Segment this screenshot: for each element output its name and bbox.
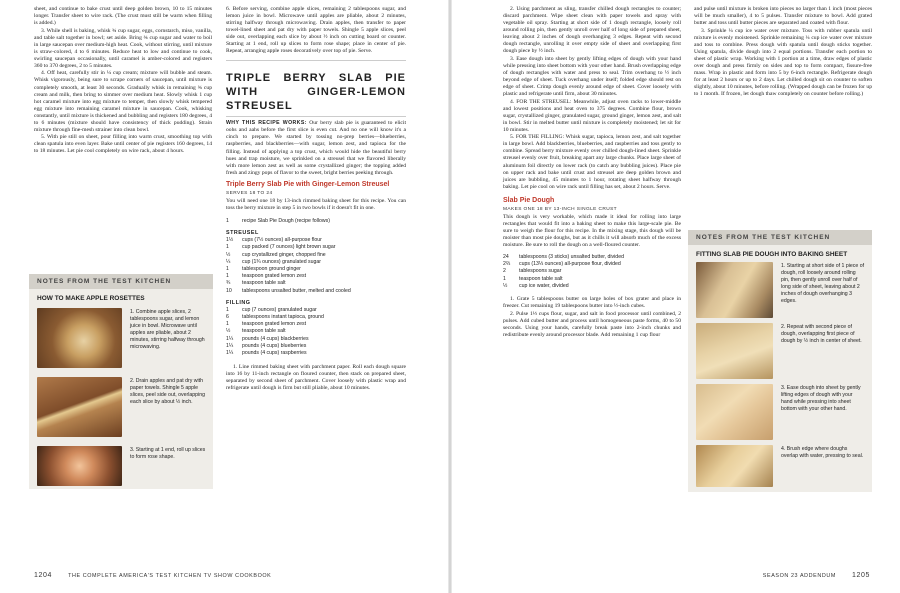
note-step-text: 4. Brush edge where doughs overlap with water, pressing to seal.	[781, 446, 864, 459]
body-paragraph: 3. Ease dough into sheet by gently lifting edges of dough with your hand while pressing into sheet bottom with your other hand. Brush overlapping edge of dough rectangles with water and press to seal. Trim overhang to ½ inch beyond edge of sheet. Tuck overhang under itself; folded edge should rest on edge of sheet. Crimp dough evenly around edge of sheet. Cover loosely with plastic and refrigerate until firm, about 30 minutes.	[503, 55, 681, 98]
recipe-intro: You will need one 18 by 13-inch rimmed baking sheet for this recipe. You can toss the berry mixture in step 5 in two bowls if it doesn't fit in one.	[226, 197, 406, 211]
ingredient-quantity: 6	[226, 314, 229, 321]
recipe-subtitle: Triple Berry Slab Pie with Ginger-Lemon Streusel	[226, 180, 390, 188]
ingredient-line	[503, 254, 681, 261]
page-number: 1205	[852, 572, 870, 579]
ingredient-text: teaspoon table salt	[242, 280, 286, 287]
ingredient-quantity: 2	[503, 268, 506, 275]
ingredient-text: teaspoon grated lemon zest	[242, 273, 307, 280]
ingredient-text: pounds (4 cups) raspberries	[242, 350, 307, 357]
ingredient-quantity: 1	[503, 275, 506, 282]
section-title: SEASON 23 ADDENDUM	[762, 573, 836, 579]
ingredient-line	[226, 244, 406, 251]
test-kitchen-note-slab-pie-dough	[688, 230, 872, 492]
note-step-text: 3. Starting at 1 end, roll up slices to form rose shape.	[130, 447, 206, 460]
ingredient-line	[226, 343, 406, 350]
note-title: FITTING SLAB PIE DOUGH INTO BAKING SHEET	[696, 251, 848, 258]
left-page-column-1	[34, 6, 212, 156]
body-paragraph: sheet, and continue to bake crust until deep golden brown, 10 to 15 minutes longer. Transfer sheet to wire rack. (The crust must still be warm when filling is added.)	[34, 6, 212, 27]
brushing-edge-photo	[696, 445, 773, 487]
note-header: NOTES FROM THE TEST KITCHEN	[688, 230, 872, 245]
body-paragraph: 4. Off heat, carefully stir in ¼ cup cream; mixture will bubble and steam. Whisk vigorously, being sure to scrape corners of saucepan, until mixture is completely smooth, at least 30 seconds. Gradually whisk in remaining ¾ cup cream and milk, then bring to simmer over medium heat. Slowly whisk 1 cup hot caramel mixture into egg mixture to temper, then slowly whisk tempered egg mixture into remaining caramel mixture in saucepan. Cook, whisking constantly, until mixture is thickened and bubbling and registers 180 degrees, 4 to 6 minutes (mixture should have consistency of thick pudding). Strain mixture through fine-mesh strainer into clean bowl.	[34, 70, 212, 133]
ingredient-line	[503, 268, 681, 275]
ingredient-text: tablespoon ground ginger	[242, 265, 301, 272]
body-paragraph: 3. Sprinkle ¼ cup ice water over mixture. Toss with rubber spatula until mixture is evenly moistened. Sprinkle remaining ¼ cup ice water over mixture and toss to combine. Press dough with spatula until dough sticks together. Using spatula, divide dough into 2 equal portions. Transfer each portion to sheet of plastic wrap. Working with 1 portion at a time, draw edges of plastic over dough and press firmly on sides and top to form compact, fissure-free mass. Wrap in plastic and form into 5 by 6-inch rectangle. Refrigerate dough for at least 2 hours or up to 2 days. Let chilled dough sit on counter to soften slightly, about 10 minutes, before rolling. (Wrapped dough can be frozen for up to 1 month. If frozen, let dough thaw completely on counter before rolling.)	[694, 27, 872, 98]
body-paragraph: 5. With pie still on sheet, pour filling into warm crust, smoothing top with clean spatula into even layer. Bake until center of pie registers 160 degrees, 14 to 18 minutes. Let pie cool completely on wire rack, about 4 hours.	[34, 134, 212, 155]
ingredient-line	[226, 266, 406, 273]
page-number: 1204	[34, 572, 52, 579]
note-header: NOTES FROM THE TEST KITCHEN	[29, 274, 213, 289]
why-text: Our berry slab pie is guaranteed to elicit oohs and aahs before the first slice is even cut. And no one will know it's a cinch to prepare. We started by tossing no-prep berries—blueberries, raspberries, and blackberries—with sugar, lemon zest, and tapioca for the filling. Instead of applying a top crust, which would hide the beautiful berry hues and trap moisture, we sprinkled on a streusel that we flavored liberally with more lemon zest as well as some crystallized ginger; the topping added fresh and zingy pops of flavor to the sweet, bright berries peeking through.	[226, 120, 407, 176]
ingredient-line	[226, 237, 406, 244]
ingredient-line	[226, 273, 406, 280]
easing-dough-photo	[696, 384, 773, 440]
body-paragraph: 5. FOR THE FILLING: Whisk sugar, tapioca, lemon zest, and salt together in large bowl. Add blackberries, blueberries, and raspberries and toss gently to combine. Spread berry mixture evenly over chilled dough-lined sheet. Sprinkle streusel evenly over fruit, breaking apart any large chunks. Place large sheet of aluminum foil directly on lower rack (to catch any bubbling juices). Place pie on upper rack and bake until crust and streusel are deep golden brown and juices are bubbling, 45 minutes to 1 hour, rotating sheet halfway through baking. Let pie cool on wire rack until filling has set, about 2 hours. Serve.	[503, 134, 681, 190]
recipe-step: 2. Pulse 1⅓ cups flour, sugar, and salt in food processor until combined, 2 pulses. Add cubed butter and process until homogeneous paste forms, 40 to 50 seconds. Using your hands, carefully break paste into 2-inch chunks and redistribute evenly around processor blade. Add remaining 1 cup flour	[503, 310, 681, 338]
ingredient-line	[226, 321, 406, 328]
ingredient-quantity: 1¼	[226, 350, 234, 357]
recipe-step: 1. Grate 5 tablespoons butter on large holes of box grater and place in freezer. Cut remaining 19 tablespoons butter into ½-inch cubes.	[503, 296, 681, 310]
ingredient-line	[226, 288, 406, 295]
note-step-text: 1. Starting at short side of 1 piece of dough, roll loosely around rolling pin, then gently unroll over half of long side of sheet, leaving about 2 inches of dough overhanging 3 edges.	[781, 263, 865, 304]
ingredient-quantity: 1	[226, 321, 229, 328]
ingredient-quantity: 1	[226, 265, 229, 272]
note-step-text: 2. Repeat with second piece of dough, overlapping first piece of dough by ½ inch in center of sheet.	[781, 324, 862, 344]
apple-slices-bowl-photo	[37, 308, 122, 368]
ingredient-text: cup crystallized ginger, chopped fine	[242, 251, 326, 258]
ingredient-quantity: 1	[226, 306, 229, 313]
recipe-yield: SERVES 18 TO 24	[226, 190, 273, 196]
ingredient-section-label: STREUSEL	[226, 230, 259, 237]
ingredient-text: cup (7 ounces) granulated sugar	[242, 306, 317, 313]
ingredient-line	[226, 252, 406, 259]
ingredient-line	[226, 336, 406, 343]
ingredient-text: cup packed (7 ounces) light brown sugar	[242, 244, 336, 251]
ingredient-text: tablespoons instant tapioca, ground	[242, 314, 324, 321]
body-paragraph: 3. While shell is baking, whisk ¾ cup sugar, eggs, cornstarch, miso, vanilla, and table salt together in bowl; set aside. Bring ¾ cup sugar and water to boil in large saucepan over medium-high heat. Cook, without stirring, until mixture is straw-colored, 4 to 6 minutes. Reduce heat to low and continue to cook, swirling saucepan occasionally, until caramel is amber-colored and registers 360 to 370 degrees, 2 to 5 minutes.	[34, 27, 212, 69]
apple-rose-photo	[37, 446, 122, 486]
body-paragraph: and pulse until mixture is broken into pieces no larger than 1 inch (most pieces will be much smaller), 4 to 5 pulses. Transfer mixture to bowl. Add grated butter and toss until butter pieces are separated and coated with flour.	[694, 6, 872, 27]
ingredient-text: pounds (4 cups) blueberries	[242, 342, 307, 349]
recipe-yield: MAKES ONE 18 BY 13-INCH SINGLE CRUST	[503, 206, 618, 212]
right-page-column-1	[503, 6, 681, 339]
recipe-intro: This dough is very workable, which made it ideal for rolling into large rectangles that would fit into a baking sheet to make this large-scale pie. Be sure to weigh the flour for this recipe. In the mixing stage, this dough will be moister than most pie doughs, but as it chills it will absorb much of the excess moisture. Be sure to roll the dough on a well-floured counter.	[503, 213, 681, 248]
ingredient-text: cups (7½ ounces) all-purpose flour	[242, 237, 322, 244]
ingredient-text: cup (1¾ ounces) granulated sugar	[242, 258, 322, 265]
ingredient-quantity: 10	[226, 287, 232, 294]
recipe-step: 1. Line rimmed baking sheet with parchment paper. Roll each dough square into 16 by 11-inch rectangle on floured counter, then stack on prepared sheet, separated by second sheet of parchment. Cover loosely with plastic wrap and refrigerate until dough is firm but still pliable, about 10 minutes.	[226, 364, 406, 392]
ingredient-line	[503, 276, 681, 283]
body-paragraph: 6. Before serving, combine apple slices, remaining 2 tablespoons sugar, and lemon juice in bowl. Microwave until apples are pliable, about 2 minutes, stirring halfway through microwaving. Drain apples, then transfer to paper towel-lined sheet and pat dry with paper towels. Shingle 5 apple slices, peel side out, overlapping each slice by about ½ inch on cutting board or counter. Starting at 1 end, roll up slices to form rose shape; place in center of pie. Repeat, arranging apple roses decoratively over top of pie. Serve.	[226, 6, 406, 55]
ingredient-text: cups (13⅓ ounces) all-purpose flour, divided	[519, 261, 621, 268]
why-label: WHY THIS RECIPE WORKS:	[226, 120, 307, 127]
footer-left	[34, 572, 271, 579]
ingredient-line	[226, 350, 406, 357]
note-step-text: 3. Ease dough into sheet by gently lifting edges of dough with your hand while pressing into sheet bottom with your other hand.	[781, 385, 861, 412]
ingredient-quantity: 24	[503, 254, 509, 261]
body-paragraph: 4. FOR THE STREUSEL: Meanwhile, adjust oven racks to lower-middle and lowest positions and heat oven to 375 degrees. Combine flour, brown sugar, crystallized ginger, granulated sugar, ground ginger, lemon zest, and salt in bowl. Stir in melted butter until mixture is completely moistened; let sit for 10 minutes.	[503, 98, 681, 133]
book-title: THE COMPLETE AMERICA'S TEST KITCHEN TV SHOW COOKBOOK	[68, 573, 272, 579]
ingredient-line	[226, 328, 406, 335]
why-this-works	[226, 120, 406, 176]
ingredient-text: tablespoons sugar	[519, 268, 562, 275]
ingredient-list	[503, 254, 681, 290]
note-step-text: 2. Drain apples and pat dry with paper towels. Shingle 5 apple slices, peel side out, overlapping each slice by about ½ inch.	[130, 378, 205, 405]
ingredient-line	[503, 261, 681, 268]
ingredient-quantity: 1¼	[226, 335, 234, 342]
ingredient-quantity: ½	[226, 251, 231, 258]
ingredient-section-label: FILLING	[226, 299, 251, 306]
recipe-title: TRIPLE BERRY SLAB PIE WITH GINGER-LEMON STREUSEL	[226, 72, 406, 113]
ingredient-text: teaspoon grated lemon zest	[242, 321, 307, 328]
body-paragraph: 2. Using parchment as sling, transfer chilled dough rectangles to counter; discard parchment. Wipe sheet clean with paper towels and spray with vegetable oil spray. Starting at short side of 1 dough rectangle, loosely roll around rolling pin, then gently unroll over half of long side of prepared sheet, leaving about 2 inches of dough overhanging 3 edges. Repeat with second dough rectangle, unrolling it over empty side of sheet and overlapping first dough piece by ½ inch.	[503, 6, 681, 55]
ingredient-line	[226, 259, 406, 266]
overlapping-dough-photo	[696, 323, 773, 379]
ingredient-quantity: 1½	[226, 237, 234, 244]
ingredient-quantity: 1	[226, 244, 229, 251]
ingredient-quantity: 2⅔	[503, 261, 511, 268]
ingredient-line	[226, 280, 406, 287]
note-title: HOW TO MAKE APPLE ROSETTES	[37, 295, 145, 302]
right-page-column-2	[694, 6, 872, 99]
ingredient-quantity: ¾	[226, 280, 231, 287]
test-kitchen-note-apple-rosettes	[29, 274, 213, 489]
ingredient-quantity: ½	[226, 328, 231, 335]
ingredient-quantity: ½	[503, 282, 508, 289]
ingredient-quantity: 1	[226, 273, 229, 280]
ingredient-line	[226, 314, 406, 321]
ingredient-text: tablespoons (3 sticks) unsalted butter, divided	[519, 254, 624, 261]
ingredient-quantity: ¼	[226, 258, 231, 265]
ingredient-text: teaspoon table salt	[242, 328, 286, 335]
ingredient-list	[226, 218, 406, 225]
ingredient-text: tablespoons unsalted butter, melted and cooled	[242, 287, 351, 294]
shingled-apple-slices-photo	[37, 377, 122, 437]
ingredient-text: pounds (4 cups) blackberries	[242, 335, 309, 342]
ingredient-text: cup ice water, divided	[519, 282, 569, 289]
footer-right	[763, 572, 870, 579]
rolling-pin-dough-photo	[696, 262, 773, 318]
ingredient-list	[226, 237, 406, 295]
left-page-column-2	[226, 6, 406, 393]
ingredient-text: teaspoon table salt	[519, 275, 563, 282]
ingredient-list	[226, 307, 406, 357]
ingredient-line: 1 recipe Slab Pie Dough (recipe follows)	[226, 217, 330, 224]
ingredient-line	[226, 307, 406, 314]
recipe-subtitle: Slab Pie Dough	[503, 196, 555, 204]
book-gutter	[448, 0, 452, 593]
ingredient-line	[503, 283, 681, 290]
note-step-text: 1. Combine apple slices, 2 tablespoons sugar, and lemon juice in bowl. Microwave until apples are pliable, about 2 minutes, stirring halfway through microwaving.	[130, 309, 205, 350]
ingredient-quantity: 1¼	[226, 342, 234, 349]
